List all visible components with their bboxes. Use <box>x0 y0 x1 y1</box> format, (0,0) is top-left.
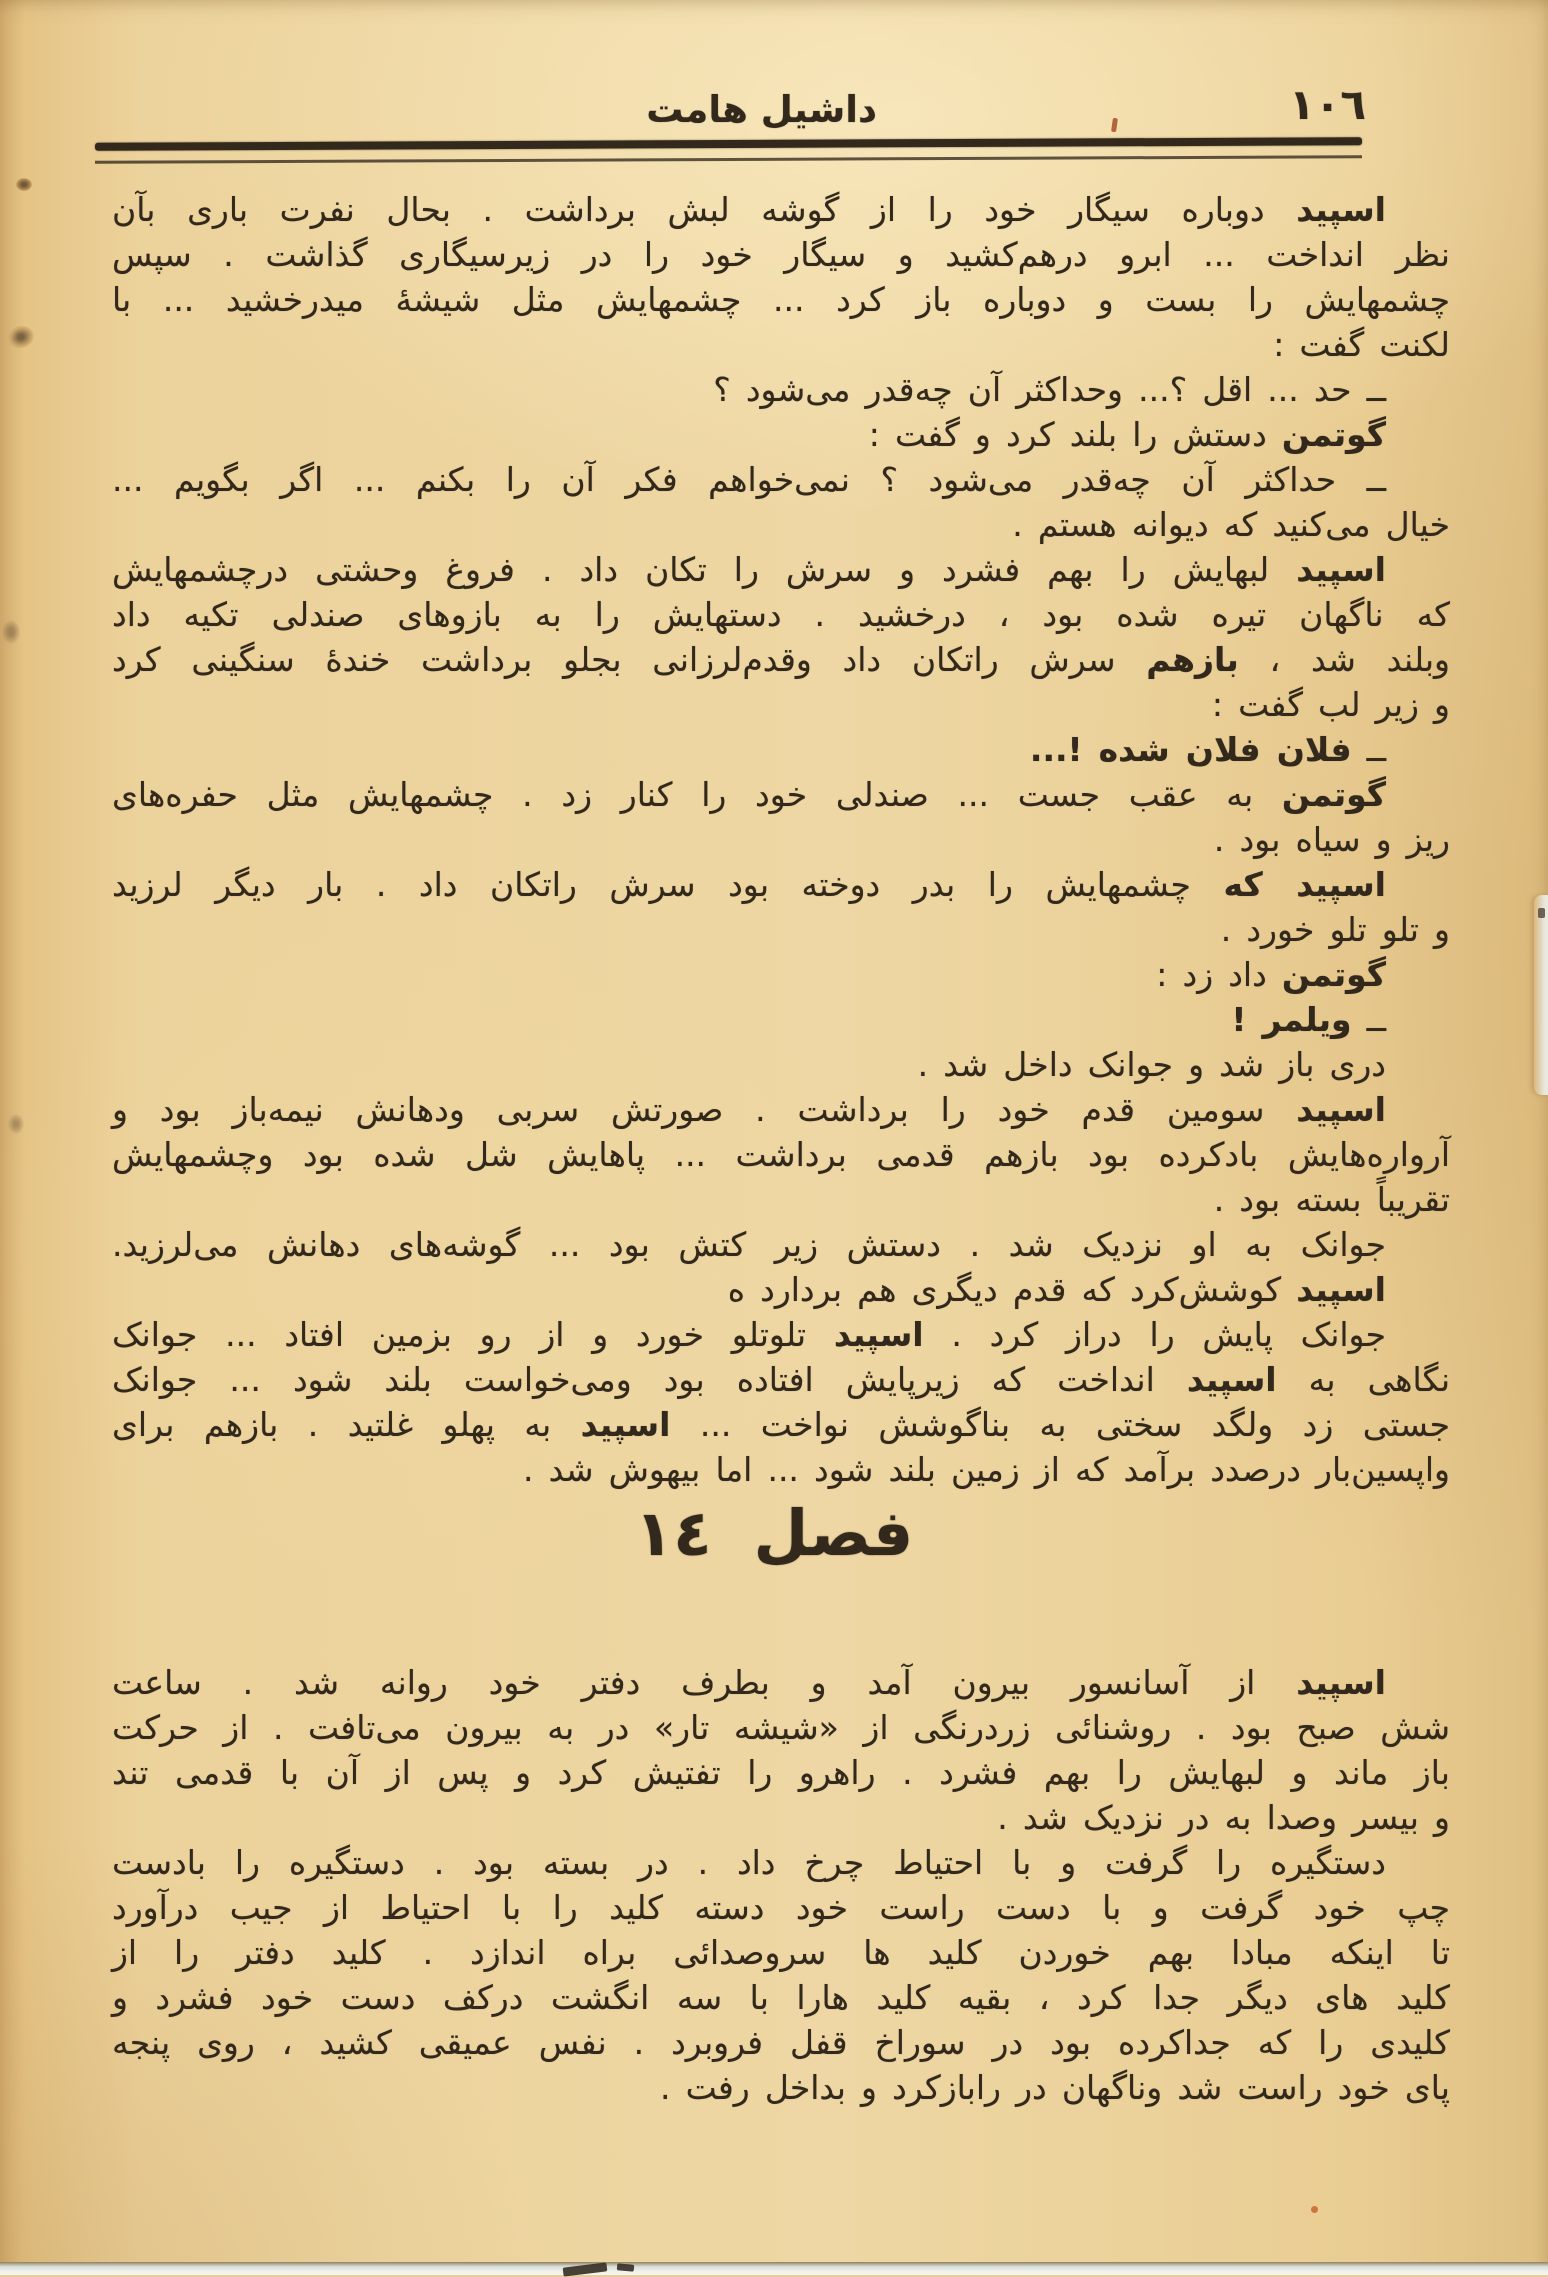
text-segment: خیال می‌کنید که دیوانه هستم . <box>1012 505 1450 544</box>
text-segment: نظر انداخت ... ابرو درهم‌کشید و سیگار خود را در زیرسیگاری گذاشت . سپس <box>112 235 1450 274</box>
text-line <box>112 907 1450 952</box>
text-segment: تا اینکه مبادا بهم خوردن کلید ها سروصدائی براه اندازد . کلید دفتر را از <box>112 1933 1450 1972</box>
text-line <box>112 232 1450 277</box>
text-line <box>112 367 1450 412</box>
text-line <box>112 1795 1450 1840</box>
text-segment: باز ماند و لبهایش را بهم فشرد . راهرو را تفتیش کرد و پس از آن با قدمی تند <box>112 1753 1450 1792</box>
text-line <box>112 1087 1450 1132</box>
running-head-title: داشیل هامت <box>646 88 877 131</box>
chapter-heading: فصل ١٤ <box>634 1497 914 1570</box>
binding-hole <box>16 178 32 191</box>
text-line <box>112 637 1450 682</box>
text-line <box>112 727 1450 772</box>
text-line <box>112 1042 1450 1087</box>
text-line <box>112 457 1450 502</box>
text-segment: ریز و سیاه بود . <box>1213 820 1450 859</box>
text-segment: ــ <box>1351 730 1386 769</box>
text-segment: که ناگهان تیره شده بود ، درخشید . دستهایش را به بازوهای صندلی تکیه داد <box>112 595 1450 634</box>
text-line <box>112 1312 1450 1357</box>
text-segment: به عقب جست ... صندلی خود را کنار زد . چشمهایش مثل حفره‌های <box>112 775 1282 814</box>
red-ink-speck <box>1311 2206 1318 2213</box>
text-segment: تقریباً بسته بود . <box>1213 1180 1450 1219</box>
text-segment: اسپید <box>1296 550 1386 589</box>
text-segment: ویلمر ! <box>1231 1000 1352 1039</box>
text-line <box>112 322 1450 367</box>
text-block-after-chapter <box>112 1660 1450 2110</box>
text-segment: لکنت گفت : <box>1273 325 1450 364</box>
text-segment: کلید های دیگر جدا کرد ، بقیه کلید هارا با سه انگشت درکف دست خود فشرد و <box>112 1978 1450 2017</box>
text-line <box>112 1705 1450 1750</box>
text-segment: گوتمن <box>1281 415 1386 454</box>
text-segment: دوباره سیگار خود را از گوشه لبش برداشت . بحال نفرت باری بآن <box>112 190 1297 229</box>
text-line <box>112 1447 1450 1492</box>
text-line <box>112 1177 1450 1222</box>
header-rule-thick <box>95 137 1362 151</box>
text-line <box>112 1750 1450 1795</box>
text-segment: اسپید که <box>1223 865 1386 904</box>
text-line <box>112 412 1450 457</box>
text-segment: به پهلو غلتید . بازهم برای <box>112 1405 581 1444</box>
ink-smudge <box>617 2263 635 2271</box>
page-number: ١٠٦ <box>1289 80 1366 129</box>
paper-speck <box>2 620 20 644</box>
text-line <box>112 1402 1450 1447</box>
text-block-before-chapter <box>112 187 1450 1492</box>
text-line <box>112 772 1450 817</box>
text-segment: ــ حداکثر آن چه‌قدر می‌شود ؟ نمی‌خواهم فکر آن را بکنم ... اگر بگویم ... <box>112 460 1386 499</box>
text-segment: دری باز شد و جوانک داخل شد . <box>917 1045 1386 1084</box>
text-segment: چشمهایش را بست و دوباره باز کرد ... چشمهایش مثل شیشهٔ میدرخشید ... با <box>112 280 1450 319</box>
text-segment: سرش راتکان داد وقدم‌لرزانی بجلو برداشت خندهٔ سنگینی کرد <box>112 640 1147 679</box>
text-line <box>112 952 1450 997</box>
text-line <box>112 997 1450 1042</box>
text-line <box>112 1357 1450 1402</box>
text-segment: اسپید <box>580 1405 671 1444</box>
text-segment: اسپید <box>1296 1090 1386 1129</box>
text-line <box>112 1222 1450 1267</box>
text-line <box>112 1660 1450 1705</box>
text-line <box>112 2065 1450 2110</box>
text-segment: از آسانسور بیرون آمد و بطرف دفتر خود روانه شد . ساعت <box>112 1663 1297 1702</box>
text-segment: کوشش‌کرد که قدم دیگری هم بردارد ه <box>727 1270 1297 1309</box>
text-segment: جوانک به او نزدیک شد . دستش زیر کتش بود ... گوشه‌های دهانش می‌لرزید. <box>112 1225 1386 1264</box>
text-segment: کلیدی را که جداکرده بود در سوراخ قفل فروبرد . نفس عمیقی کشید ، روی پنجه <box>112 2023 1450 2062</box>
paper-speck <box>8 1114 24 1134</box>
text-line <box>112 1267 1450 1312</box>
paper-edge-tear <box>1534 895 1548 1095</box>
text-line <box>112 502 1450 547</box>
text-segment: بازهم <box>1146 640 1239 679</box>
text-segment: پای خود راست شد وناگهان در رابازکرد و بداخل رفت . <box>660 2068 1450 2107</box>
text-segment: گوتمن <box>1281 775 1386 814</box>
text-segment: و بیسر وصدا به در نزدیک شد . <box>997 1798 1450 1837</box>
text-segment: گوتمن <box>1281 955 1386 994</box>
text-segment: چشمهایش را بدر دوخته بود سرش راتکان داد . بار دیگر لرزید <box>112 865 1224 904</box>
text-segment: نگاهی به <box>1276 1360 1450 1399</box>
text-segment: اسپید <box>1296 1270 1386 1309</box>
text-segment: دستگیره را گرفت و با احتیاط چرخ داد . در بسته بود . دستگیره را بادست <box>112 1843 1386 1882</box>
text-line <box>112 1930 1450 1975</box>
text-segment: اسپید <box>1296 1663 1386 1702</box>
text-line <box>112 817 1450 862</box>
text-segment: انداخت که زیرپایش افتاده بود ومی‌خواست بلند شود ... جوانک <box>112 1360 1187 1399</box>
text-segment: واپسین‌بار درصدد برآمد که از زمین بلند شود ... اما بیهوش شد . <box>522 1450 1450 1489</box>
red-ink-speck <box>1111 118 1118 133</box>
text-segment: جوانک پایش را دراز کرد . <box>923 1315 1386 1354</box>
text-segment: ــ حد ... اقل ؟... وحداکثر آن چه‌قدر می‌شود ؟ <box>713 370 1386 409</box>
text-segment: دستش را بلند کرد و گفت : <box>868 415 1282 454</box>
text-line <box>112 2020 1450 2065</box>
text-segment: داد زد : <box>1156 955 1282 994</box>
text-line <box>112 592 1450 637</box>
text-line <box>112 1975 1450 2020</box>
text-segment: ــ <box>1351 1000 1386 1039</box>
text-segment: اسپید <box>1296 190 1386 229</box>
text-line <box>112 1840 1450 1885</box>
text-segment: وبلند شد ، <box>1238 640 1450 679</box>
header-rule-thin <box>95 155 1362 163</box>
binding-hole <box>6 323 37 351</box>
text-line <box>112 1885 1450 1930</box>
scan-edge-strip <box>0 2262 1548 2275</box>
text-segment: لبهایش را بهم فشرد و سرش را تکان داد . فروغ وحشتی درچشمهایش <box>112 550 1297 589</box>
text-line <box>112 277 1450 322</box>
text-segment: جستی زد ولگد سختی به بناگوشش نواخت ... <box>670 1405 1450 1444</box>
text-segment: آرواره‌هایش بادکرده بود بازهم قدمی برداشت ... پاهایش شل شده بود وچشمهایش <box>112 1135 1450 1174</box>
text-segment: شش صبح بود . روشنائی زردرنگی از «شیشه تار» در به بیرون می‌تافت . از حرکت <box>112 1708 1450 1747</box>
text-segment: تلوتلو خورد و از رو بزمین افتاد ... جوانک <box>112 1315 834 1354</box>
text-line <box>112 187 1450 232</box>
text-segment: اسپید <box>833 1315 924 1354</box>
text-segment: چپ خود گرفت و با دست راست خود دسته کلید را با احتیاط از جیب درآورد <box>112 1888 1450 1927</box>
text-segment: و تلو تلو خورد . <box>1220 910 1450 949</box>
text-segment: سومین قدم خود را برداشت . صورتش سربی ودهانش نیمه‌باز بود و <box>112 1090 1297 1129</box>
text-line <box>112 547 1450 592</box>
text-line <box>112 862 1450 907</box>
text-segment: و زیر لب گفت : <box>1211 685 1450 724</box>
paper-edge-notch <box>1538 908 1545 918</box>
text-line <box>112 682 1450 727</box>
text-line <box>112 1132 1450 1177</box>
text-segment: فلان فلان شده !... <box>1029 730 1352 769</box>
text-segment: اسپید <box>1186 1360 1277 1399</box>
